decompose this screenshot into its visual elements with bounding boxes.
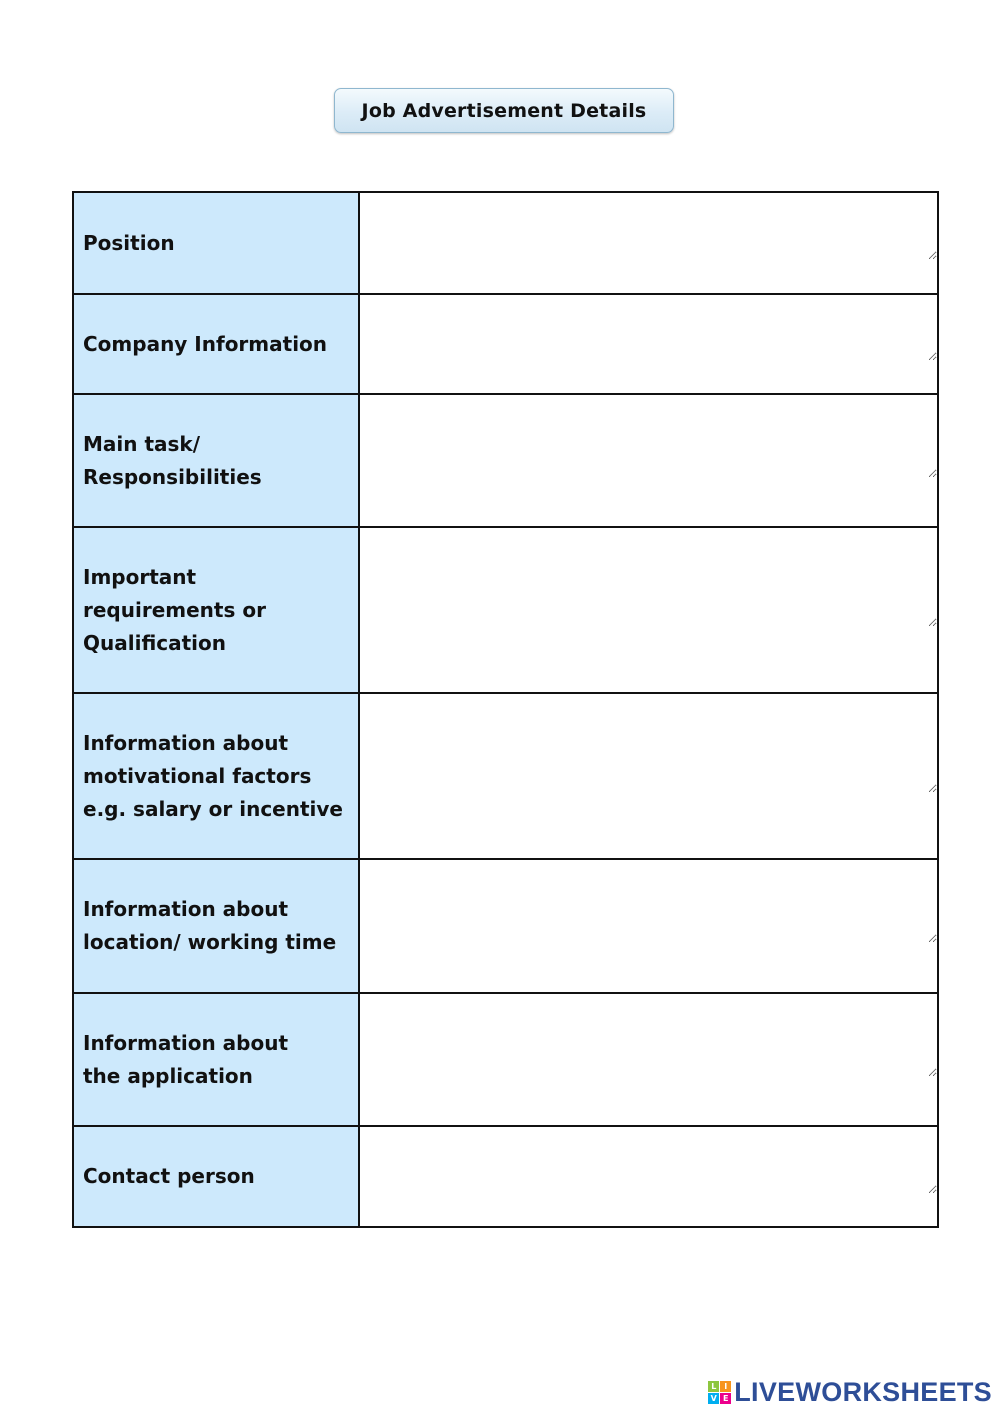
answer-cell[interactable] — [359, 294, 938, 394]
label-cell — [73, 394, 359, 527]
table-row-contact-person — [73, 1126, 938, 1227]
table-row-company-information — [73, 294, 938, 394]
logo-square-icon: E — [720, 1393, 731, 1404]
logo-square-icon: L — [708, 1381, 719, 1392]
answer-cell[interactable] — [359, 693, 938, 859]
table-row-main-task — [73, 394, 938, 527]
logo-square-icon: I — [720, 1381, 731, 1392]
logo-square-icon: V — [708, 1393, 719, 1404]
label-cell — [73, 859, 359, 993]
label-cell — [73, 294, 359, 394]
table-row-location-working-time — [73, 859, 938, 993]
job-advertisement-table — [72, 191, 939, 1228]
table-row-requirements — [73, 527, 938, 693]
row-label-company-information: Company Information — [83, 331, 328, 356]
table-row-motivational-factors — [73, 693, 938, 859]
answer-cell[interactable] — [359, 527, 938, 693]
liveworksheets-logo-icon — [708, 1381, 731, 1404]
contact-person-answer-field[interactable] — [360, 1160, 937, 1194]
label-cell — [73, 192, 359, 294]
main-task-answer-field[interactable] — [360, 444, 937, 478]
answer-cell[interactable] — [359, 192, 938, 294]
label-cell — [73, 693, 359, 859]
answer-cell[interactable] — [359, 993, 938, 1126]
label-cell — [73, 1126, 359, 1227]
motivational-factors-answer-field[interactable] — [360, 759, 937, 793]
row-label-main-task: Main task/ Responsibilities — [83, 431, 262, 489]
answer-cell[interactable] — [359, 1126, 938, 1227]
row-label-requirements: Important requirements or Qualification — [83, 564, 266, 655]
brand-wordmark: LIVEWORKSHEETS — [734, 1377, 992, 1407]
answer-cell[interactable] — [359, 859, 938, 993]
row-label-location-working-time: Information about location/ working time — [83, 897, 337, 954]
location-working-time-answer-field[interactable] — [360, 909, 937, 943]
application-answer-field[interactable] — [360, 1043, 937, 1077]
label-cell — [73, 527, 359, 693]
label-cell — [73, 993, 359, 1126]
row-label-position: Position — [83, 230, 175, 255]
row-label-application: Information about the application — [83, 1030, 289, 1088]
company-information-answer-field[interactable] — [360, 327, 937, 361]
row-label-contact-person: Contact person — [83, 1164, 255, 1188]
answer-cell[interactable] — [359, 394, 938, 527]
liveworksheets-brand — [708, 1377, 992, 1408]
row-label-motivational-factors: Information about motivational factors e.g. salary or incentive — [83, 730, 343, 821]
position-answer-field[interactable] — [360, 226, 937, 260]
table-row-application — [73, 993, 938, 1126]
table-row-position — [73, 192, 938, 294]
requirements-answer-field[interactable] — [360, 593, 937, 627]
worksheet-title: Job Advertisement Details — [334, 88, 674, 133]
